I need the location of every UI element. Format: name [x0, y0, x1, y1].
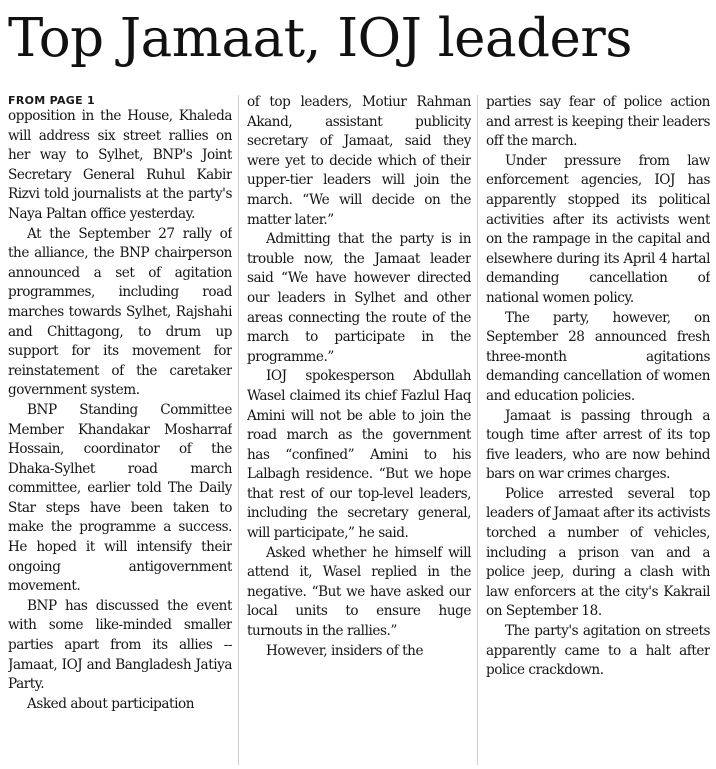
paragraph: BNP has discussed the event with some like-minded smaller parties apart from its allies -- Jamaat, IOJ and Bangladesh Jatiya Party.: [8, 597, 232, 693]
paragraph: of top leaders, Motiur Rahman Akand, assistant publicity secretary of Jamaat, said they were yet to decide which of their upper-tier leaders will join the march. “We will decide on the matter later.”: [247, 94, 471, 228]
paragraph: Admitting that the party is in trouble now, the Jamaat leader said “We have however directed our leaders in Sylhet and other areas connecting the route of the march to participate in the programme.”: [247, 231, 471, 365]
paragraph: Jamaat is passing through a tough time after arrest of its top five leaders, who are now behind bars on war crimes charges.: [486, 407, 710, 483]
paragraph: Asked about participation: [27, 695, 195, 712]
paragraph: Asked whether he himself will attend it, Wasel replied in the negative. “But we have asked our local units to ensure huge turnouts in the rallies.”: [247, 544, 471, 640]
paragraph: However, insiders of the: [266, 642, 424, 659]
article-column-3: [486, 93, 710, 769]
article-column-1: [8, 107, 232, 769]
article-column-2: [247, 93, 471, 769]
paragraph: Under pressure from law enforcement agencies, IOJ has apparently stopped its political activities after its activists went on the rampage in the capital and elsewhere during its April 4 hartal demanding cancellation of national women policy.: [486, 152, 710, 306]
paragraph: IOJ spokesperson Abdullah Wasel claimed its chief Fazlul Haq Amini will not be able to join the road march as the government has “confined” Amini to his Lalbagh residence. “But we hope that rest of our top-level leaders, including the secretary general, will participate,” he said.: [247, 368, 471, 542]
continuation-kicker: FROM PAGE 1: [8, 94, 96, 107]
headline: Top Jamaat, IOJ leaders: [8, 8, 632, 69]
column-divider: [477, 95, 478, 765]
column-divider: [238, 95, 239, 765]
paragraph: At the September 27 rally of the alliance, the BNP chairperson announced a set of agitation programmes, including road marches towards Sylhet, Rajshahi and Chittagong, to drum up support for its movement for reinstatement of the caretaker government system.: [8, 225, 232, 399]
paragraph: The party, however, on September 28 announced fresh three-month agitations demanding cancellation of women and education policies.: [486, 309, 710, 404]
paragraph: BNP Standing Committee Member Khandakar Mosharraf Hossain, coordinator of the Dhaka-Sylhet road march committee, earlier told The Daily Star steps have been taken to make the programme a success. He hoped it will intensify their ongoing antigovernment movement.: [8, 401, 232, 595]
paragraph: The party's agitation on streets apparently came to a halt after police crackdown.: [486, 623, 710, 679]
paragraph: opposition in the House, Khaleda will address six street rallies on her way to Sylhet, BNP's Joint Secretary General Ruhul Kabir Rizvi told journalists at the party's Naya Paltan office yesterday.: [8, 108, 232, 222]
paragraph: Police arrested several top leaders of Jamaat after its activists torched a number of vehicles, including a prison van and a police jeep, during a clash with law enforcers at the city's Kakrail on September 18.: [486, 485, 710, 620]
paragraph: parties say fear of police action and arrest is keeping their leaders off the march.: [486, 94, 710, 150]
